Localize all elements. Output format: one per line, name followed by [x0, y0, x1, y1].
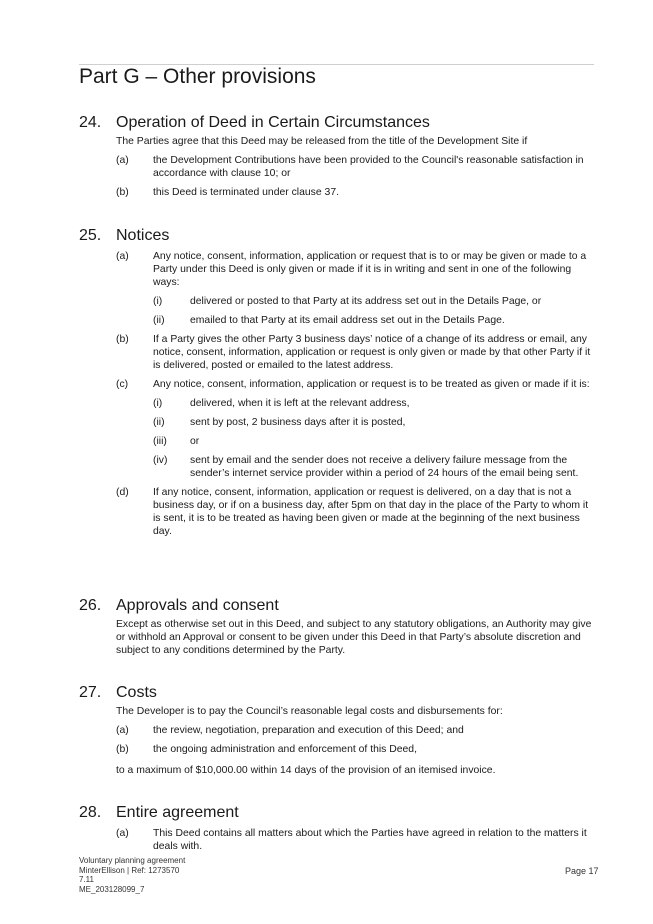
clause-title: Notices: [116, 227, 170, 244]
clause-intro: The Parties agree that this Deed may be released from the title of the Development Site if: [116, 136, 528, 147]
clause-intro: The Developer is to pay the Council’s reasonable legal costs and disbursements for:: [116, 706, 503, 717]
clause-heading: [79, 803, 599, 825]
item-text: This Deed contains all matters about which the Parties have agreed in relation to the matters it deals with.: [153, 828, 587, 852]
part-title: Part G – Other provisions: [79, 65, 316, 88]
sub-item: [153, 454, 579, 480]
clause-26: [79, 596, 599, 657]
item-text: the review, negotiation, preparation and execution of this Deed; and: [153, 725, 464, 736]
page-number: Page 17: [565, 866, 599, 876]
item-label: (a): [116, 251, 129, 262]
list-item: [116, 486, 596, 538]
clause-number: 26.: [79, 597, 102, 614]
sub-item: [153, 295, 561, 308]
footer-document-id: ME_203128099_7: [79, 884, 145, 894]
item-label: (a): [116, 155, 129, 166]
list-item: [116, 827, 596, 853]
clause-28: [79, 803, 599, 853]
clause-heading: [79, 683, 599, 705]
list-item: [116, 333, 596, 372]
sub-item-text: delivered or posted to that Party at its address set out in the Details Page, or: [190, 296, 542, 307]
list-item: [116, 743, 596, 756]
item-label: (b): [116, 334, 129, 345]
item-label: (d): [116, 487, 129, 498]
list-item: [116, 378, 596, 391]
footer-reference: MinterEllison | Ref: 1273570: [79, 865, 180, 875]
clause-heading: [79, 596, 599, 618]
sub-item-label: (iii): [153, 436, 167, 447]
clause-heading: [79, 226, 599, 248]
footer-document-name: Voluntary planning agreement: [79, 856, 186, 865]
clause-24: [79, 113, 599, 199]
item-text: Any notice, consent, information, application or request that is to or may be given or made to a Party under this Deed is only given or made if it is in writing and sent in one of the following ways:: [153, 251, 587, 288]
item-text: this Deed is terminated under clause 37.: [153, 187, 339, 198]
clause-title: Approvals and consent: [116, 597, 279, 614]
clause-title: Costs: [116, 684, 157, 701]
item-text: Any notice, consent, information, application or request is to be treated as given or made if it is:: [153, 379, 590, 390]
item-text: the ongoing administration and enforcement of this Deed,: [153, 744, 417, 755]
list-item: [116, 186, 596, 199]
sub-item-label: (ii): [153, 417, 165, 428]
clause-number: 25.: [79, 227, 102, 244]
clause-heading: [79, 113, 599, 135]
item-label: (a): [116, 828, 129, 839]
sub-item: [153, 314, 561, 327]
clause-number: 27.: [79, 684, 102, 701]
sub-item-text: sent by email and the sender does not receive a delivery failure message from the sender’s internet service provider within a period of 24 hours of the email being sent.: [190, 455, 579, 479]
item-label: (b): [116, 187, 129, 198]
list-item: [116, 250, 596, 289]
item-label: (b): [116, 744, 129, 755]
footer-version: 7.11: [79, 875, 94, 884]
clause-title: Operation of Deed in Certain Circumstances: [116, 114, 430, 131]
sub-item-text: delivered, when it is left at the relevant address,: [190, 398, 410, 409]
sub-item: [153, 435, 561, 448]
item-text: the Development Contributions have been provided to the Council's reasonable satisfaction in accordance with clause 10; or: [153, 155, 584, 179]
item-label: (a): [116, 725, 129, 736]
clause-number: 24.: [79, 114, 102, 131]
clause-25: [79, 226, 599, 538]
clause-number: 28.: [79, 804, 102, 821]
page-footer: [79, 856, 185, 894]
item-label: (c): [116, 379, 129, 390]
sub-item-label: (iv): [153, 455, 168, 466]
sub-item-label: (i): [153, 398, 163, 409]
clause-27: [79, 683, 599, 777]
list-item: [116, 724, 596, 737]
sub-item-text: sent by post, 2 business days after it is posted,: [190, 417, 406, 428]
list-item: [116, 154, 596, 180]
clause-intro: Except as otherwise set out in this Deed, and subject to any statutory obligations, an Authority may give or withhold an Approval or consent to be given under this Deed in that Party’s absolute discretion and subject to any conditions determined by the Party.: [116, 619, 592, 656]
item-text: If a Party gives the other Party 3 business days’ notice of a change of its address or email, any notice, consent, information, application or request is only given or made by that other Party if it is delivered, posted or emailed to the latest address.: [153, 334, 591, 371]
sub-item-label: (i): [153, 296, 163, 307]
sub-item-text: emailed to that Party at its email address set out in the Details Page.: [190, 315, 505, 326]
clause-title: Entire agreement: [116, 804, 239, 821]
clause-tail: to a maximum of $10,000.00 within 14 days of the provision of an itemised invoice.: [116, 765, 496, 776]
sub-item-label: (ii): [153, 315, 165, 326]
sub-item: [153, 416, 561, 429]
sub-item: [153, 397, 561, 410]
sub-item-text: or: [190, 436, 200, 447]
item-text: If any notice, consent, information, application or request is delivered, on a day that is not a business day, or if on a business day, after 5pm on that day in the place of the Party to whom it is sent, it is to be treated as having been given or made at the beginning of the next business day.: [153, 487, 589, 537]
